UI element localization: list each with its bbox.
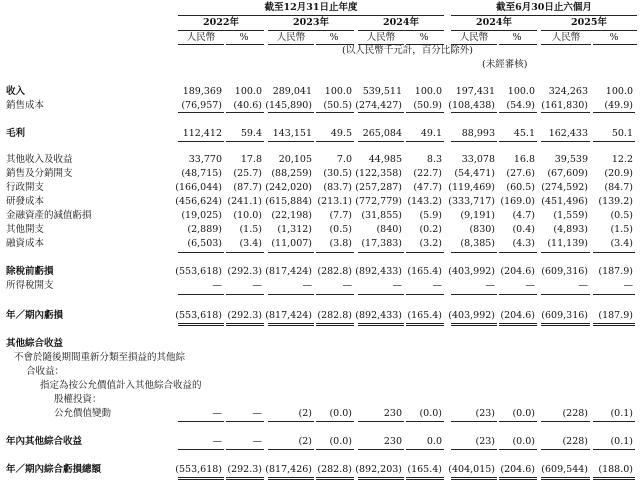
table-cell: 50.1 bbox=[611, 128, 633, 139]
table-cell: (84.7) bbox=[604, 182, 633, 193]
single-rule bbox=[358, 112, 404, 113]
table-cell: 230 bbox=[383, 436, 402, 447]
table-cell: 197,431 bbox=[455, 86, 495, 97]
table-cell: (50.5) bbox=[323, 100, 352, 111]
row-label: 銷售成本 bbox=[6, 100, 45, 111]
table-cell: 88,993 bbox=[461, 128, 495, 139]
table-cell: (143.2) bbox=[407, 196, 442, 207]
table-cell: (0.2) bbox=[419, 224, 442, 235]
row-label: 毛利 bbox=[6, 128, 26, 139]
year-rule bbox=[358, 30, 444, 31]
row-label: 合收益： bbox=[26, 366, 65, 377]
single-rule bbox=[499, 112, 537, 113]
table-cell: (817,426) bbox=[265, 464, 312, 475]
single-rule bbox=[406, 449, 444, 450]
row-label: 銷售及分銷開支 bbox=[6, 168, 73, 179]
table-cell: 189,369 bbox=[182, 86, 222, 97]
table-cell: (60.5) bbox=[506, 182, 535, 193]
double-rule bbox=[358, 477, 404, 480]
table-cell: (228) bbox=[562, 436, 588, 447]
unit-rmb: 人民幣 bbox=[366, 32, 396, 43]
row-label: 股權投資： bbox=[54, 394, 102, 405]
single-rule bbox=[406, 112, 444, 113]
table-cell: 324,263 bbox=[548, 86, 588, 97]
table-cell: (892,433) bbox=[355, 310, 402, 321]
table-cell: (242,020) bbox=[265, 182, 312, 193]
table-cell: (165.4) bbox=[407, 464, 442, 475]
table-cell: (165.4) bbox=[407, 266, 442, 277]
year-header-2025-h1: 2025年 bbox=[571, 17, 607, 28]
table-cell: (3.4) bbox=[239, 238, 262, 249]
single-rule bbox=[268, 112, 314, 113]
table-cell: 112,412 bbox=[182, 128, 222, 139]
table-cell: 16.8 bbox=[513, 154, 535, 165]
table-cell: — bbox=[392, 280, 402, 291]
row-label: 除稅前虧損 bbox=[6, 266, 54, 277]
table-cell: (213.1) bbox=[317, 196, 352, 207]
table-cell: (456,624) bbox=[175, 196, 222, 207]
table-cell: (615,884) bbox=[265, 196, 312, 207]
year-rule bbox=[268, 30, 354, 31]
double-rule bbox=[226, 477, 264, 480]
unit-rule bbox=[499, 44, 537, 45]
table-cell: 100.0 bbox=[414, 86, 442, 97]
table-cell: — bbox=[342, 280, 352, 291]
single-rule bbox=[451, 252, 497, 253]
table-cell: (8,385) bbox=[460, 238, 495, 249]
single-rule bbox=[593, 421, 635, 422]
table-cell: 230 bbox=[383, 408, 402, 419]
table-cell: 45.1 bbox=[513, 128, 535, 139]
table-cell: — bbox=[623, 280, 633, 291]
single-rule bbox=[593, 141, 635, 142]
table-cell: 49.1 bbox=[420, 128, 442, 139]
table-cell: (830) bbox=[469, 224, 495, 235]
table-cell: (19,025) bbox=[181, 210, 222, 221]
table-cell: — bbox=[432, 280, 442, 291]
table-cell: (161,830) bbox=[541, 100, 588, 111]
row-label: 所得稅開支 bbox=[6, 280, 54, 291]
table-cell: (48,715) bbox=[181, 168, 222, 179]
table-cell: (282.8) bbox=[317, 464, 352, 475]
table-cell: 49.5 bbox=[330, 128, 352, 139]
table-cell: (9,191) bbox=[460, 210, 495, 221]
single-rule bbox=[178, 112, 224, 113]
table-cell: — bbox=[302, 280, 312, 291]
row-label: 年／期內綜合虧損總額 bbox=[6, 464, 102, 475]
double-rule bbox=[406, 323, 444, 326]
table-cell: 17.8 bbox=[240, 154, 262, 165]
table-cell: 539,511 bbox=[362, 86, 402, 97]
table-cell: (2,889) bbox=[187, 224, 222, 235]
unit-rule bbox=[268, 44, 314, 45]
table-cell: — bbox=[252, 436, 262, 447]
period-december-rule bbox=[178, 15, 444, 16]
table-cell: 100.0 bbox=[507, 86, 535, 97]
table-cell: (892,203) bbox=[355, 464, 402, 475]
year-header-2023: 2023年 bbox=[293, 17, 329, 28]
double-rule bbox=[268, 477, 314, 480]
row-label: 融資成本 bbox=[6, 238, 45, 249]
table-cell: (333,717) bbox=[448, 196, 495, 207]
table-cell: (292.3) bbox=[227, 266, 262, 277]
table-cell: (282.8) bbox=[317, 266, 352, 277]
unit-pct: % bbox=[512, 32, 522, 43]
row-label: 研發成本 bbox=[6, 196, 45, 207]
table-cell: (404,015) bbox=[448, 464, 495, 475]
table-cell: (187.9) bbox=[598, 266, 633, 277]
table-cell: 100.0 bbox=[234, 86, 262, 97]
single-rule bbox=[268, 294, 314, 295]
single-rule bbox=[499, 449, 537, 450]
single-rule bbox=[316, 252, 354, 253]
table-cell: (4,893) bbox=[553, 224, 588, 235]
table-cell: (609,316) bbox=[541, 266, 588, 277]
table-cell: (840) bbox=[376, 224, 402, 235]
table-cell: (50.9) bbox=[413, 100, 442, 111]
table-cell: (30.5) bbox=[323, 168, 352, 179]
double-rule bbox=[593, 477, 635, 480]
table-cell: — bbox=[212, 408, 222, 419]
table-cell: (22,198) bbox=[271, 210, 312, 221]
double-rule bbox=[541, 323, 590, 326]
table-cell: (22.7) bbox=[413, 168, 442, 179]
table-cell: (292.3) bbox=[227, 464, 262, 475]
table-cell: (817,424) bbox=[265, 310, 312, 321]
table-cell: (108,438) bbox=[448, 100, 495, 111]
row-label: 年內其他綜合收益 bbox=[6, 436, 83, 447]
single-rule bbox=[499, 252, 537, 253]
double-rule bbox=[451, 477, 497, 480]
period-june-rule bbox=[451, 15, 637, 16]
unit-pct: % bbox=[329, 32, 339, 43]
unit-rmb: 人民幣 bbox=[459, 32, 489, 43]
table-cell: 143,151 bbox=[272, 128, 312, 139]
double-rule bbox=[178, 477, 224, 480]
note-unaudited: (未經審核) bbox=[482, 59, 528, 70]
single-rule bbox=[226, 252, 264, 253]
single-rule bbox=[541, 294, 590, 295]
table-cell: (3.8) bbox=[329, 238, 352, 249]
table-cell: 33,078 bbox=[461, 154, 495, 165]
table-cell: — bbox=[578, 280, 588, 291]
table-cell: (87.7) bbox=[233, 182, 262, 193]
table-cell: (49.9) bbox=[604, 100, 633, 111]
row-label: 年／期內虧損 bbox=[6, 310, 64, 321]
table-cell: 39,539 bbox=[554, 154, 588, 165]
single-rule bbox=[358, 294, 404, 295]
unit-rmb: 人民幣 bbox=[551, 32, 581, 43]
double-rule bbox=[541, 477, 590, 480]
period-june-header: 截至6月30日止六個月 bbox=[496, 2, 592, 13]
table-cell: (0.1) bbox=[610, 436, 633, 447]
double-rule bbox=[593, 323, 635, 326]
single-rule bbox=[268, 141, 314, 142]
row-label: 不會於隨後期間重新分類至損益的其他綜 bbox=[14, 352, 186, 363]
table-cell: (27.6) bbox=[506, 168, 535, 179]
single-rule bbox=[593, 112, 635, 113]
table-cell: (54.9) bbox=[506, 100, 535, 111]
table-cell: (67,609) bbox=[547, 168, 588, 179]
unit-rule bbox=[541, 44, 591, 45]
table-cell: (76,957) bbox=[181, 100, 222, 111]
table-cell: (0.5) bbox=[329, 224, 352, 235]
table-cell: (88,259) bbox=[271, 168, 312, 179]
year-rule bbox=[541, 30, 637, 31]
single-rule bbox=[406, 294, 444, 295]
year-rule bbox=[178, 30, 264, 31]
table-cell: (0.4) bbox=[512, 224, 535, 235]
single-rule bbox=[178, 449, 224, 450]
table-cell: (1.5) bbox=[239, 224, 262, 235]
table-cell: 12.2 bbox=[611, 154, 633, 165]
table-cell: (892,433) bbox=[355, 266, 402, 277]
table-cell: 100.0 bbox=[605, 86, 633, 97]
table-cell: (5.9) bbox=[419, 210, 442, 221]
table-cell: (17,383) bbox=[361, 238, 402, 249]
table-cell: (166,044) bbox=[175, 182, 222, 193]
year-header-2024-h1: 2024年 bbox=[476, 17, 512, 28]
table-cell: (403,992) bbox=[448, 310, 495, 321]
single-rule bbox=[268, 449, 314, 450]
table-cell: (31,855) bbox=[361, 210, 402, 221]
table-cell: 100.0 bbox=[324, 86, 352, 97]
table-cell: (23) bbox=[475, 436, 495, 447]
year-rule bbox=[451, 30, 537, 31]
row-label: 其他綜合收益 bbox=[6, 338, 64, 349]
row-label: 收入 bbox=[6, 86, 26, 97]
table-cell: (54,471) bbox=[454, 168, 495, 179]
table-cell: (609,544) bbox=[541, 464, 588, 475]
single-rule bbox=[226, 449, 264, 450]
single-rule bbox=[358, 252, 404, 253]
table-cell: — bbox=[252, 408, 262, 419]
single-rule bbox=[406, 421, 444, 422]
table-cell: (0.5) bbox=[610, 210, 633, 221]
table-cell: (451,496) bbox=[541, 196, 588, 207]
table-cell: 33,770 bbox=[188, 154, 222, 165]
single-rule bbox=[358, 421, 404, 422]
table-cell: — bbox=[212, 436, 222, 447]
table-cell: (40.6) bbox=[233, 100, 262, 111]
unit-pct: % bbox=[239, 32, 249, 43]
single-rule bbox=[358, 141, 404, 142]
single-rule bbox=[541, 252, 590, 253]
table-cell: 162,433 bbox=[548, 128, 588, 139]
row-label: 其他收入及收益 bbox=[6, 154, 73, 165]
table-cell: (772,779) bbox=[355, 196, 402, 207]
double-rule bbox=[499, 323, 537, 326]
table-cell: (4.7) bbox=[512, 210, 535, 221]
single-rule bbox=[358, 449, 404, 450]
double-rule bbox=[226, 323, 264, 326]
double-rule bbox=[178, 323, 224, 326]
table-cell: (553,618) bbox=[175, 464, 222, 475]
table-cell: 7.0 bbox=[336, 154, 352, 165]
table-cell: (0.1) bbox=[610, 408, 633, 419]
table-cell: (0.0) bbox=[512, 436, 535, 447]
table-cell: (119,469) bbox=[448, 182, 495, 193]
table-cell: (187.9) bbox=[598, 310, 633, 321]
single-rule bbox=[451, 112, 497, 113]
table-cell: 20,105 bbox=[278, 154, 312, 165]
double-rule bbox=[406, 477, 444, 480]
single-rule bbox=[499, 421, 537, 422]
single-rule bbox=[451, 141, 497, 142]
single-rule bbox=[178, 141, 224, 142]
single-rule bbox=[226, 294, 264, 295]
single-rule bbox=[593, 449, 635, 450]
table-cell: (817,424) bbox=[265, 266, 312, 277]
single-rule bbox=[226, 421, 264, 422]
table-cell: (228) bbox=[562, 408, 588, 419]
table-cell: (169.0) bbox=[500, 196, 535, 207]
table-cell: (553,618) bbox=[175, 310, 222, 321]
table-cell: (7.7) bbox=[329, 210, 352, 221]
double-rule bbox=[316, 477, 354, 480]
single-rule bbox=[451, 294, 497, 295]
table-cell: (274,592) bbox=[541, 182, 588, 193]
single-rule bbox=[406, 252, 444, 253]
table-cell: (23) bbox=[475, 408, 495, 419]
unit-pct: % bbox=[419, 32, 429, 43]
table-cell: (609,316) bbox=[541, 310, 588, 321]
table-cell: (292.3) bbox=[227, 310, 262, 321]
single-rule bbox=[268, 252, 314, 253]
period-december-header: 截至12月31日止年度 bbox=[264, 2, 358, 13]
single-rule bbox=[226, 112, 264, 113]
single-rule bbox=[268, 421, 314, 422]
table-cell: (204.6) bbox=[500, 464, 535, 475]
unit-rule bbox=[226, 44, 264, 45]
table-cell: (403,992) bbox=[448, 266, 495, 277]
table-cell: (3.2) bbox=[419, 238, 442, 249]
table-cell: (241.1) bbox=[227, 196, 262, 207]
table-cell: (3.4) bbox=[610, 238, 633, 249]
row-label: 其他開支 bbox=[6, 224, 45, 235]
table-cell: (6,503) bbox=[187, 238, 222, 249]
table-cell: (47.7) bbox=[413, 182, 442, 193]
table-cell: (139.2) bbox=[598, 196, 633, 207]
table-cell: (165.4) bbox=[407, 310, 442, 321]
table-cell: (1,312) bbox=[277, 224, 312, 235]
single-rule bbox=[316, 449, 354, 450]
single-rule bbox=[226, 141, 264, 142]
note-thousands: (以人民幣千元計，百分比除外) bbox=[342, 45, 473, 56]
single-rule bbox=[178, 421, 224, 422]
table-cell: (204.6) bbox=[500, 310, 535, 321]
table-cell: (274,427) bbox=[355, 100, 402, 111]
table-cell: (11,139) bbox=[547, 238, 588, 249]
double-rule bbox=[358, 323, 404, 326]
single-rule bbox=[593, 252, 635, 253]
table-cell: (11,007) bbox=[271, 238, 312, 249]
row-label: 金融資產的減值虧損 bbox=[6, 210, 92, 221]
single-rule bbox=[451, 449, 497, 450]
table-cell: 265,084 bbox=[362, 128, 402, 139]
double-rule bbox=[268, 323, 314, 326]
single-rule bbox=[499, 294, 537, 295]
table-cell: (10.0) bbox=[233, 210, 262, 221]
single-rule bbox=[316, 141, 354, 142]
single-rule bbox=[499, 141, 537, 142]
table-cell: 289,041 bbox=[272, 86, 312, 97]
table-cell: (257,287) bbox=[355, 182, 402, 193]
table-cell: (20.9) bbox=[604, 168, 633, 179]
table-cell: (4.3) bbox=[512, 238, 535, 249]
table-cell: — bbox=[252, 280, 262, 291]
table-cell: (122,358) bbox=[355, 168, 402, 179]
table-cell: (2) bbox=[298, 408, 312, 419]
row-label: 行政開支 bbox=[6, 182, 45, 193]
table-cell: 8.3 bbox=[426, 154, 442, 165]
year-header-2022: 2022年 bbox=[203, 17, 239, 28]
single-rule bbox=[316, 294, 354, 295]
unit-rmb: 人民幣 bbox=[276, 32, 306, 43]
table-cell: (145,890) bbox=[265, 100, 312, 111]
table-cell: (1.5) bbox=[610, 224, 633, 235]
table-cell: 44,985 bbox=[368, 154, 402, 165]
double-rule bbox=[451, 323, 497, 326]
year-header-2024: 2024年 bbox=[383, 17, 419, 28]
table-cell: (282.8) bbox=[317, 310, 352, 321]
single-rule bbox=[593, 294, 635, 295]
table-cell: 59.4 bbox=[240, 128, 262, 139]
single-rule bbox=[451, 421, 497, 422]
table-cell: (1,559) bbox=[553, 210, 588, 221]
unit-rmb: 人民幣 bbox=[186, 32, 216, 43]
table-cell: — bbox=[525, 280, 535, 291]
table-cell: (204.6) bbox=[500, 266, 535, 277]
single-rule bbox=[541, 421, 590, 422]
single-rule bbox=[541, 112, 590, 113]
table-cell: (188.0) bbox=[598, 464, 633, 475]
unit-pct: % bbox=[609, 32, 619, 43]
double-rule bbox=[316, 323, 354, 326]
table-cell: (2) bbox=[298, 436, 312, 447]
single-rule bbox=[541, 141, 590, 142]
single-rule bbox=[406, 141, 444, 142]
table-cell: (0.0) bbox=[512, 408, 535, 419]
unit-rule bbox=[178, 44, 224, 45]
table-cell: 0.0 bbox=[426, 436, 442, 447]
single-rule bbox=[178, 294, 224, 295]
double-rule bbox=[499, 477, 537, 480]
single-rule bbox=[316, 112, 354, 113]
table-cell: — bbox=[212, 280, 222, 291]
table-cell: (0.0) bbox=[329, 408, 352, 419]
row-label: 公允價值變動 bbox=[54, 408, 112, 419]
row-label: 指定為按公允價值計入其他綜合收益的 bbox=[40, 380, 202, 391]
single-rule bbox=[316, 421, 354, 422]
table-cell: (25.7) bbox=[233, 168, 262, 179]
table-cell: — bbox=[485, 280, 495, 291]
table-cell: (0.0) bbox=[419, 408, 442, 419]
table-cell: (553,618) bbox=[175, 266, 222, 277]
table-cell: (83.7) bbox=[323, 182, 352, 193]
single-rule bbox=[178, 252, 224, 253]
unit-rule bbox=[593, 44, 637, 45]
single-rule bbox=[541, 449, 590, 450]
table-cell: (0.0) bbox=[329, 436, 352, 447]
